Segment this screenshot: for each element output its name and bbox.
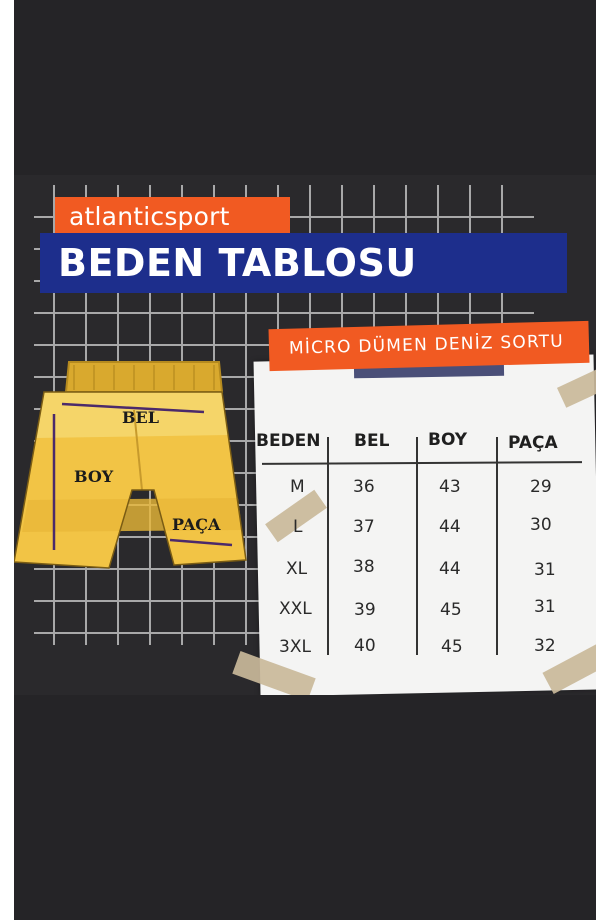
cell-size: XXL [279, 599, 312, 619]
leg-label: PAÇA [172, 515, 221, 534]
cell-length: 44 [439, 517, 461, 537]
cell-size: 3XL [279, 637, 311, 657]
cell-leg: 32 [534, 636, 556, 656]
cell-leg: 29 [530, 477, 552, 497]
size-chart-graphic [14, 175, 596, 695]
product-name: MİCRO DÜMEN DENİZ SORTU [288, 331, 565, 359]
header-length: BOY [428, 430, 468, 450]
cell-length: 45 [440, 600, 462, 620]
cell-length: 44 [439, 559, 461, 579]
cell-leg: 31 [534, 560, 556, 580]
cell-waist: 36 [353, 477, 375, 497]
cell-size: XL [286, 559, 308, 579]
column-rule [327, 437, 329, 655]
page-title: BEDEN TABLOSU [58, 241, 417, 285]
cell-waist: 37 [353, 517, 375, 537]
product-banner [269, 321, 590, 371]
title-banner [40, 233, 567, 293]
cell-waist: 40 [354, 636, 376, 656]
cell-length: 43 [439, 477, 461, 497]
cell-length: 45 [441, 637, 463, 657]
length-label: BOY [74, 467, 114, 486]
cell-size: M [290, 477, 305, 497]
cell-leg: 31 [534, 597, 556, 617]
header-waist: BEL [354, 431, 390, 451]
brand-name: atlanticsport [69, 202, 230, 231]
column-rule [496, 437, 498, 655]
shorts-illustration [14, 350, 254, 590]
cell-waist: 39 [354, 600, 376, 620]
cell-waist: 38 [353, 557, 375, 577]
column-rule [416, 437, 418, 655]
cell-leg: 30 [530, 515, 552, 535]
header-size: BEDEN [256, 431, 321, 451]
waist-label: BEL [122, 408, 159, 427]
header-leg: PAÇA [508, 433, 558, 453]
cell-size: L [293, 517, 303, 537]
